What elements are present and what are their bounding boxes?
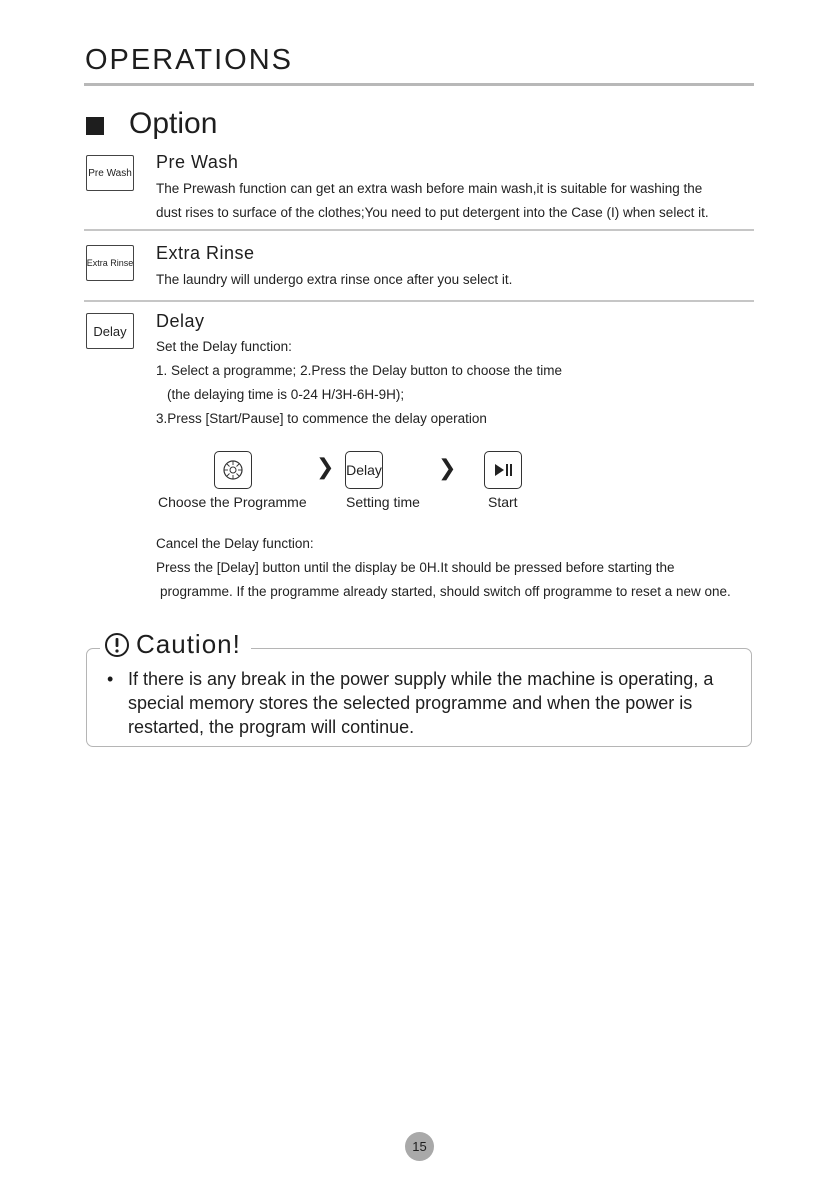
- extra-rinse-button-label: Extra Rinse: [86, 258, 134, 268]
- pre-wash-title: Pre Wash: [156, 152, 239, 172]
- section-bullet-square: [86, 117, 104, 135]
- play-pause-glyph-icon: [492, 462, 514, 478]
- pre-wash-button-label: Pre Wash: [88, 167, 132, 179]
- delay-button-label: Delay: [93, 323, 127, 339]
- delay-step-1: 1. Select a programme; 2.Press the Delay button to choose the time: [156, 363, 562, 378]
- chevron-right-icon: ❯: [316, 454, 335, 479]
- extra-rinse-description: The laundry will undergo extra rinse once after you select it.: [156, 272, 513, 287]
- delay-step-3: 3.Press [Start/Pause] to commence the delay operation: [156, 411, 487, 426]
- delay-setting-icon: [345, 451, 383, 489]
- pre-wash-description-line-2: dust rises to surface of the clothes;You need to put detergent into the Case (I) when select it.: [156, 205, 709, 220]
- delay-cancel-heading: Cancel the Delay function:: [156, 536, 314, 551]
- delay-cancel-line-1: Press the [Delay] button until the display be 0H.It should be pressed before starting the: [156, 560, 675, 575]
- pre-wash-description-line-1: The Prewash function can get an extra wash before main wash,it is suitable for washing the: [156, 181, 703, 196]
- section-divider: [84, 229, 754, 231]
- delay-button-icon: [86, 313, 134, 349]
- program-dial-icon: [214, 451, 252, 489]
- extra-rinse-title: Extra Rinse: [156, 243, 255, 263]
- bullet-dot-icon: •: [107, 669, 114, 689]
- header-divider: [84, 83, 754, 86]
- delay-set-heading: Set the Delay function:: [156, 339, 292, 354]
- dial-glyph-icon: [222, 459, 244, 481]
- page-title: OPERATIONS: [85, 44, 293, 76]
- caution-header: [100, 629, 251, 660]
- pre-wash-button-icon: [86, 155, 134, 191]
- flow-label-start: Start: [488, 494, 518, 510]
- flow-label-choose-programme: Choose the Programme: [158, 494, 307, 510]
- page-number: 15: [405, 1132, 434, 1161]
- delay-setting-icon-label: Delay: [346, 462, 382, 478]
- delay-title: Delay: [156, 311, 205, 331]
- delay-step-range: (the delaying time is 0-24 H/3H-6H-9H);: [167, 387, 405, 402]
- start-pause-icon: [484, 451, 522, 489]
- delay-cancel-line-2: programme. If the programme already started, should switch off programme to reset a new one.: [160, 584, 731, 599]
- caution-text: If there is any break in the power supply while the machine is operating, a special memory stores the selected programme and when the power is restarted, the program will continue.: [128, 669, 714, 737]
- section-title: Option: [129, 107, 218, 140]
- exclamation-circle-icon: [104, 632, 130, 658]
- section-divider: [84, 300, 754, 302]
- caution-title: Caution!: [136, 629, 241, 659]
- flow-label-setting-time: Setting time: [346, 494, 420, 510]
- chevron-right-icon: ❯: [438, 455, 457, 480]
- extra-rinse-button-icon: [86, 245, 134, 281]
